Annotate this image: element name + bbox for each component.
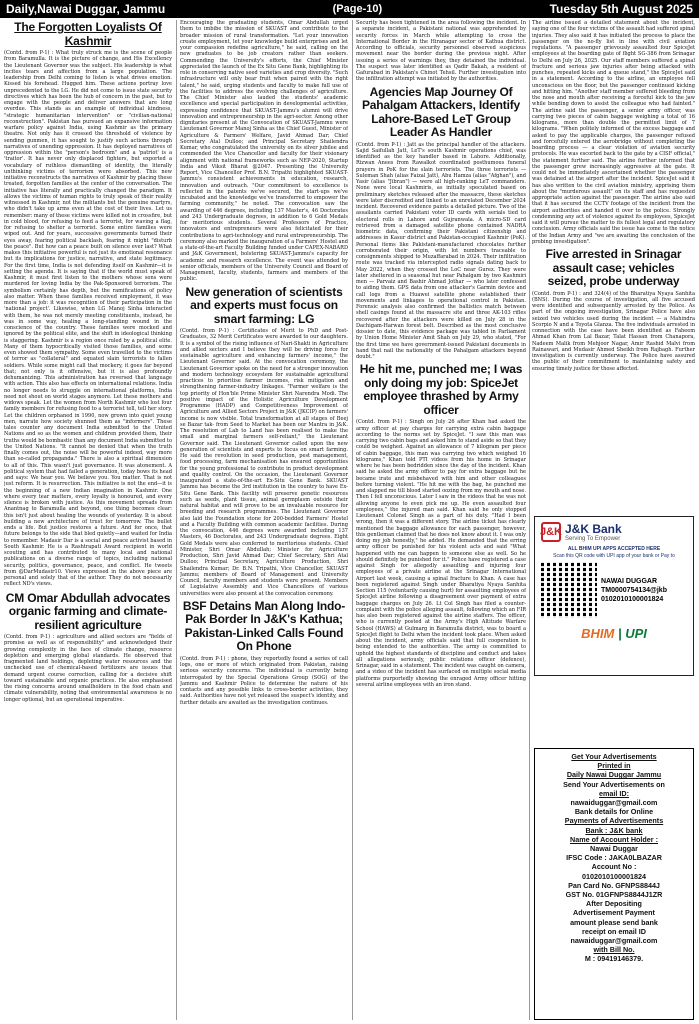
article-body: (Contd. from P-1) : What truly struck me is the scene of people from Baramulla. It is the picture of change, and His Excellency the Lieutenant Governor was the subject. His leadership is what incites tears and affection from a large population. The leadership from Delhi coming to listen is what drives emotion. Kissed his forehead. Hugged him. These actions portray love unprecedented to the LG. He did not come to issue state security directives which has been the hub of concern in the past, but to engage with the people and deliver answers that are long overdue. This stands as an example of individual kindness, "strategic humanitarian intervention" or "civilian-national reconstruction". Pakistan has pursued an expansive information warfare policy against India, using Kashmir as the primary theatre. Not only has it crossed the threshold of violence by sending gunmen, it has sought to justify such actions through narratives of unending oppression. It has deployed narratives of oppression within the "person's bedroom" and a 'patriot' is a 'traitor'. It has never only displaced fighters, but exported a vocabulary of ruthless dismantling of identity, the literally unthinking victims of terrorism were absorbed. This new initiative reconstructs the narratives of Kashmir by placing these treated, forgotten families at the center of the conversation. The initiative has literally and practically changed the paradigm. It allows the victims of human rights to truly speak of their reality witnessed in Kashmir, not the militants but the genuine martyrs, who didn't take up arms even at the cost of their lives. Let us remember: many of these victims were killed not in crossfire, but in cold blood, for refusing to feed a terrorist, for waving a flag, for refusing to shelter a terrorist. Some entire families were wiped out. And for years, successive governments turned their eyes away, fearing political backlash, fearing it might "disturb the peace". But how can a peace built on silence ever last? What makes this initiative powerful is not just its emotional resonance but its implications for justice, narrative, and state legitimacy. For the first time, India is not defending itself on Kashmir—it is setting the agenda. It is saying that if the world must speak of Kashmir, it must first listen to the mothers whose sons were murdered for loving India by the Pak-Sponsored terrorism. The symbolism certainly has depth, but the ramifications of policy also matter. When these families received employment, it was more than a job: it was recognition of their participation in the 'national project'. Likewise, when LG Manoj Sinha interacted with them, he was not merely meeting constituents, instead, he was in some way, healing a long-standing wound in the conscience of the country. These families were mocked and ignored by the political elite, and the shift in ideological thinking is staggering. Kashmir is a region once ruled by a political elite. Many of them hypocritically visited those families, and some even showed them sympathy. Some even travelled to the victims of terror as "collateral" and equated slain terrorists to fallen soldiers. While some might call that mockery, it goes far beyond that; not only is it offensive, but it is also profoundly dehumanizing. This administration has reversed that language with action. This also has effects on international relations. India no longer needs to struggle on international platforms, India need not shout on world stages anymore. Let these mothers and widows speak. Let the women from North Kashmir who lost four family members for refusing food to a terrorist tell, tell her story. Let the children orphaned in 1990, now grown into quiet young men, narrate how society shunned them as "informers". These tales counter any document India submitted to the United Nations and so as the women and children provided them, their truths would be bombastic than any document India submitted to the United Nations. "It cannot be denied that when the truth finally comes out, the noise will be powerful indeed, way more than so-called propaganda." There is also a spiritual dimension to all of this. This wasn't just governance. It was atonement. A political system that had failed a generation, today bows its head and says: We hear you. We believe you. You matter. That is not just reform. It is resurrection. This initiative is not the end—it is the beginning of a new Indian imagination in Kashmir. One where every tear matters, every loyalty is honoured, and every silence is broken with justice. As this movement spreads from Anantnag to Baramulla and beyond, one thing becomes clear: this isn't just about healing the wounds of yesterday. It is about building a new architecture of trust for tomorrow. The bullet ends a life. But justice restores a future. And for once, that future belongs to the side that bled quietly—and waited for India to remember. Madasir Dar is a social and peace activist based in South Kashmir. He is a Rashtrapati Award recipient in world scouting and has contributed to many local and national publications on a diverse range of topics, including national security, politics, governance, peace, and conflict. He tweets from @DarMudasir10. Views expressed in the above piece are personal and solely that of the author. They do not necessarily reflect ND's views.	[4, 50, 172, 588]
ad-info-line: M : 09419146379.	[584, 954, 644, 964]
ad-info-line: nawaiduggar@gmail.com	[570, 798, 658, 808]
ad-info-line: GST No. 01GFNPS8844J1ZR	[565, 890, 663, 900]
article-body: (Contd. from P-1) : agriculture and allied sectors are "fields of promise as well as of responsibility" and acknowledged their growing complexity in the face of climate change, resource depletion and emerging global standards. He observed that fragmented land holdings, depleting water resources and the unchecked use of chemical-based fertilizers are issues that demand urgent course correction, calling for a decisive shift toward sustainable and organic practices. He also emphasised the rising concerns around smallholders in the food chain and climate vulnerability, noting that environmental awareness is no longer optional, but an operational imperative.	[4, 634, 172, 703]
scan-instruction: Scan this QR code with UPI app of your bank or Pay to	[553, 553, 675, 559]
ad-info-line: Get Your Advertisements	[571, 752, 657, 761]
ad-info-line: Bank details for Online	[574, 807, 654, 817]
ad-info-line: Printed in	[597, 761, 631, 771]
ad-info-line: Nawai Duggar	[590, 844, 638, 854]
headline-forgotten-loyalists[interactable]: The Forgotten Loyalists Of Kashmir	[14, 20, 162, 48]
headline-smart-farming-lg[interactable]: New generation of scientists and experts must focus on smart farming: LG	[185, 284, 343, 326]
ad-info-line: nawaiduggar@gmail.com	[570, 936, 658, 946]
qr-code-icon[interactable]	[541, 562, 597, 618]
headline-five-arrested[interactable]: Five arrested in Srinagar assault case; vehicles seized, probe underway	[545, 247, 682, 288]
bank-name: J&K Bank Serving To Empower	[565, 522, 622, 542]
bhim-upi-logo: BHIM | UPI	[581, 626, 647, 641]
ad-info-line: Account No :	[591, 862, 637, 872]
column-4	[532, 20, 695, 510]
ad-info-line: email ID:	[599, 788, 629, 798]
payee-name: NAWAI DUGGAR	[601, 577, 657, 585]
article-body: (Contd. from P-1) : Jatt as the principal handler of the attackers. Sajid Saifullah Jatt, LeT's south Kashmir operations chief, was identified as the key handler based in Lahore. Additionally, Rizwan Anees from Rawalkot coordinated posthumous funeral prayers in PoK for the slain terrorists. The three terrorists — Suleman Shah (alias Faizal Jatt), Abu Hamza (alias "Afghan"), and Yasir (alias "Jibran") — were all high-ranking LeT commanders. None were local Kashmiris, as initially speculated based on preliminary sketches released after the massacre, these sketches were later discredited and linked to an unrelated December 2024 incident. Recovered evidence paints a detailed picture. Two of the assailants carried Pakistani voter ID cards with serials tied to electoral rolls in Lahore and Gujranwala. A micro-SD card retrieved from a damaged satellite phone contained NADRA biometric data, confirming their Pakistani citizenship and addresses in Kasur district and Pakistan-occupied Kashmir (PoK). Personal items like Pakistani-manufactured chocolates further corroborated their origin, with lot numbers traceable to consignments shipped to Muzaffarabad in 2024. Their infiltration route was tracked via intercepted radio signals dating back to May 2022, when they crossed the LoC near Gurez. They were later sheltered in a seasonal hut near Pahalgam by two Kashmiri men — Parvaiz and Bashir Ahmad Jothar — who later confessed to aiding them. GPS data from one attacker's Garmin device and call logs from a Huawei satellite phone established their movements and linkages to operational control in Pakistan. Forensic analysis also confirmed the ballistics match between shell casings found at the massacre site and three AK-103 rifles recovered after the attackers were killed on July 28 in the Dachigam-Harwan forest belt. Described as the most conclusive dossier to date, this evidence package was tabled in Parliament by Union Home Minister Amit Shah on July 29, who stated, "For the first time we have government-issued Pakistani documents in hand that nail the nationality of the Pahalgam attackers beyond doubt."	[356, 141, 526, 360]
headline-bsf-detains[interactable]: BSF Detains Man Along Indo-Pak Border In J&K's Kathua; Pakistan-Linked Calls Found On Phone	[182, 598, 346, 654]
ad-info-line: Advertisement Payment	[573, 908, 655, 918]
headline-spicejet-employee[interactable]: He hit me, punched me; I was only doing my job: SpiceJet employee thrashed by Army officer	[359, 362, 523, 417]
ad-info-line: receipt on email ID	[582, 926, 646, 936]
article-body: The airline issued a detailed statement about the incident, saying one of the four victims of the assault had suffered spinal injuries. They also said it has initiated the process to place the passenger on the no-fly list in line with civil aviation regulations. "A passenger grievously assaulted four SpiceJet employees at the boarding gate of flight SG-386 from Srinagar to Delhi on July 26, 2025. Our staff members suffered a spinal fracture and serious jaw injuries after being attacked with punches, repeated kicks and a queue stand," the SpiceJet said in a statement. According to the airline, an employee fell unconscious on the floor, but the passenger continued kicking and hitting him. "Another staff member suffered bleeding from the nose and mouth after receiving a forceful kick to the jaw while bending down to assist the colleague who had fainted." The airline said the passenger, a senior army officer, was carrying two pieces of cabin baggage weighing a total of 16 kilograms, more than double the permitted limit of 7 kilograms. "When politely informed of the excess baggage and asked to pay the applicable charges, the passenger refused and forcefully entered the aerobridge without completing the boarding process — a clear violation of aviation security protocols. He was escorted back to the gate by a CISF official," the statement further said. The airline further informed that the passenger grew increasingly aggressive at the gate. It could not be immediately ascertained whether the passenger was detained at the airport after the incident. SpiceJet said it has also written to the civil aviation ministry, apprising them about the "murderous assault" on its staff and has requested appropriate action against the passenger. The airline also said that it has secured the CCTV footage of the incident from the airport authorities and handed it over to the police. Strongly condemning any act of violence against its employees, SpiceJet said it will pursue the matter to its fullest legal and regulatory conclusion. Army officials said the issue has come to the notice of the Indian Army and "we are awaiting the conclusion of the probing investigation".	[532, 20, 695, 245]
paper-name: Daily,Nawai Duggar, Jammu	[6, 1, 166, 16]
ad-info-line: Daily Nawai Duggar Jammu	[566, 770, 662, 780]
advertisement-info-box	[534, 748, 694, 1020]
ad-info-line: amount please send bank	[570, 917, 658, 927]
column-1	[4, 20, 172, 1020]
column-2	[180, 20, 348, 1020]
ad-info-line: Name of Account Holder :	[570, 834, 658, 844]
column-divider	[529, 20, 530, 1020]
article-body: (Contd. from P-1) : Certificates of Merit to PhD and Post-Graduates, 32 Merit Certificates were awarded to our daughters. It is a symbol of the rising influence of Nari-Shakti in Agriculture and allied sectors and I believe they will be driving force for sustainable agriculture and enhancing farmers' income," the Lieutenant Governor said. At the convocation ceremony, the Lieutenant Governor spoke on the need for a stronger innovation and modern technology ecosystem for sustainable agricultural practices to prioritise farmer incomes, risk mitigation and strengthening farmer-industry linkages. "Farmer welfare is the top priority of Hon'ble Prime Minister Shri Narendra Modi. The positive impact of the Holistic Agriculture Development Programme (HADP) and Competitiveness Improvement of Agriculture and Allied Sectors Project in J&K (JKCIP) on farmers' income is now visible. Total transformation at all stages of Beej se Bazar tak- from Seed to Market has been our Mantra in J&K. The resolution of Lab to Land has been realised to make the small and marginal farmers self-reliant," the Lieutenant Governor said. The Lieutenant Governor called upon the new generation of scientists and experts to focus on smart farming. He said the revolution in seed production, pest management, food processing, farm mechanisation has ensured opportunities for the young professional to contribute in product development and quality control. On the occasion, the Lieutenant Governor inaugurated a state-of-the-art Ex-Situ Gene Bank. SKUAST Jammu has become the 3rd institution in the country to have Ex-Situ Gene Bank. This facility will preserve genetic resources such as seeds, plant tissue, animal germplasm outside their natural habitat and will prove to be an invaluable resource for breeding and research programmes. The Lieutenant Governor also laid the Foundation stone for 200-bedded Farmers' Hostel and a Faculty Building with common academic facilities. During the convocation, 446 degrees were awarded including 137 Masters, 46 Doctorates, and 243 Undergraduate degrees. Eight Gold Medals were also conferred to meritorious students. Chief Minister, Shri Omar Abdullah; Minister for Agriculture Production, Shri Javid Ahmad Dar; Chief Secretary, Shri Atal Dulloo; Principal Secretary, Agriculture Production, Shri Shailendra Kumar; Dr. B.N. Tripathi, Vice Chancellor, SKUAST Jammu; members of Board of Management and University Council, faculty members and students were present. Members of Legislative Assembly and Vice Chancellors of various universities were also present at the convocation ceremony.	[180, 328, 348, 597]
column-3	[356, 20, 526, 1020]
headline-pahalgam-attackers[interactable]: Agencies Map Journey Of Pahalgam Attackers, Identify Lahore-Based LeT Group Leader As Handler	[361, 84, 520, 139]
article-body: Encouraging the graduating students, Omar Abdullah urged them to imbibe the mission of SKUAST and contribute to the broader mission of rural transformation. "Let your innovation create employment, let your knowledge build enterprises and let your compassion redefine agriculture," he said, calling on the new graduates to be job creators rather than seekers. Commending the University's efforts, the Chief Minister appreciated the launch of the Ex Situ Gene Bank, highlighting its role in conserving native seed varieties and crop diversity. "Such infrastructure will only bear fruit when paired with the right talent," he said, urging students and faculty to make full use of the facilities to address the evolving challenges of agriculture. The Chief Minister also lauded the students' academic excellence and special participation in developmental activities, expressing confidence that SKUAST-Jammu's alumni will drive innovation and entrepreneurship in the agri-sector. Among other dignitaries present at the Convocation of SKUAST-Jammu were Lieutenant Governor Manoj Sinha as the Chief Guest, Minister of Agriculture & Farmers' Welfare, Javid Ahmad Dar; Chief Secretary Atal Dulloo; and Principal Secretary Shailendra Kumar, who congratulated the university on its silver jubilee and commended the Vice Chancellor and faculty for their visionary alignment with national frameworks such as NEP-2020, Startup India and Viksit Bharat @2047. Presenting the University Report, Vice Chancellor Prof. B.N. Tripathi highlighted SKUAST-Jammu's consistent achievements in education, research, innovation and outreach. "Our commitment to excellence is reflected in the patents we've secured, the start-ups we've incubated and the knowledge we've transferred to empower the farming community," he noted. The convocation saw the awarding of 446 degrees, including 137 Master's, 46 Doctorates and 243 Undergraduate degrees, in addition to 6 Gold Medals for meritorious students. Several Professors of Practice, innovators and entrepreneurs were also felicitated for their contributions to agri-technology and rural entrepreneurship. The ceremony also marked the inauguration of a Farmers' Hostel and a state-of-the-art Faculty Building funded under CAPEX-NABARD and J&K Government, bolstering SKUAST-Jammu's capacity for academic and research excellence. The event was attended by senior officials, members of the University Council and Board of Management, faculty, students, farmers and members of the public.	[180, 20, 348, 283]
article-body: (Contd. from P-1) : phone, they reportedly found a series of call logs, one or more of which originated from Pakistan, raising serious security concerns. The individual is currently being interrogated by the Special Operations Group (SOG) of the Jammu and Kashmir Police to determine the nature of his contacts and any possible links to cross-border activities, they said. Authorities have not yet released the suspect's identity, and further details are awaited as the investigation continues.	[180, 655, 348, 706]
ad-info-line: Payments of Advertisements	[564, 816, 664, 826]
ad-info-line: with Bill No.	[593, 945, 635, 955]
article-body: (Contd. from P-1) : and 324(4) of the Bharatiya Nyaya Sanhita (BNS). During the course of investigation, all five accused were identified and subsequently arrested by the Police. As part of the ongoing investigation, Srinagar Police have also seized two vehicles used during the incident — a Mahindra Scorpio N and a Toyota Glanza. The five individuals arrested in connection with the case have been identified as Faheem Ahmad Khan from Lal Bazar, Talat Hassan from Chanapora, Nadeem Malik from Mehjoor Nagar, Amir Rashid Malvi from Rainawari, and Mudasir Ahmed Sheikh from Rajbagh. Further investigation is currently underway. The Police have assured the public of their commitment to maintaining safety and ensuring timely justice for those affected.	[532, 290, 695, 372]
column-divider	[176, 20, 177, 1020]
issue-date: Tuesday 5th August 2025	[549, 1, 693, 16]
jk-bank-upi-advertisement[interactable]	[534, 516, 694, 676]
page-number: (Page-10)	[332, 2, 383, 15]
account-number: 0102010100001824	[601, 595, 664, 603]
ad-info-line: After Depositing	[586, 899, 642, 909]
ad-info-line: Send Your Advertisements on	[563, 779, 665, 789]
column-divider	[352, 20, 353, 1020]
header-rule	[0, 17, 699, 18]
upi-accepted-line: ALL BHIM UPI APPS ACCEPTED HERE	[567, 546, 661, 552]
jk-bank-logo-icon: J&K	[541, 522, 561, 542]
ad-info-line: Bank : J&K bank	[585, 825, 643, 835]
masthead-bar	[0, 0, 699, 17]
ad-info-line: Pan Card No. GFNPS8844J	[568, 880, 660, 890]
upi-id: TM0000754134@jkb	[601, 586, 667, 594]
article-body: (Contd. from P-1) : Singh on July 26 after Khan had asked the army officer at pay charges for carrying extra cabin baggage according to the norms set by SpiceJet. "I saw this man was carrying two cabin bags and asked him to stand aside so that they could be weighed. Against an allowance of 7 kilogram per piece of cabin baggage, this man was carrying two which weighed 16 kilograms," Khan told PTI videos from his home in Srinagar where he has been bedridden since the day of the incident. Khan said he asked the army officer to pay for extra baggage but he became irate and misbehaved with him and other colleagues before turning violent. "He hit me with the bag, he punched me and slapped me till blood started oozing from my mouth and nose. Then I fell unconscious. Later I saw in the videos that he was not allowing anyone to even pick me up. He even assaulted four employees," the injured man said. Khan said he only stopped Lieutenant Colonel Singh as a part of his duty. "Had I been wrong, then it was a different story. The airline ticket has clearly mentioned the baggage allowance for each passenger, however, this gentleman claimed that he does not know about it. I was only doing my job honestly," he added. He demanded that the erring army officer be punished for his violent acts and said "What happened with me can happen to someone else as well. So he should definitely be punished for it." Police have registered a case against Singh for allegedly assaulting and injuring four employees of a private airline at the Srinagar International Airport last week, causing a spinal fracture to Khan. A case has been registered against Singh under Bharatiya Nyaya Sanhita Section 115 (voluntarily causing hurt) for assaulting employees of SpiceJet airline following a disagreement over payment of extra baggage charges on July 26. Lt Col Singh has filed a counter-complaint with the police alleging assault, following which an FIR has also been registered against the airline staffers. The officer, who is currently posted at the Army's High Altitude Warfare School (HAWS) at Gulmarg in Baramulla district, was to board a SpiceJet flight to Delhi when the incident took place. When asked about the incident, army officials said that full cooperation is being extended to the authorities. The army is committed to uphold the highest standards of discipline and conduct and takes all allegations seriously, public relations officer (defence), Srinagar, said in a statement. The incident was caught on camera, and a video of the incident has surfaced on multiple social media platforms purportedly showing the enraged Army officer hitting several airline employees with an iron stand.	[356, 419, 526, 688]
ad-info-line: IFSC Code : JAKA0LBAZAR	[566, 853, 662, 863]
article-body: Security has been tightened in the area following the incident. In a separate incident, a Pakistani national was apprehended by security forces in March while attempting to cross the International Border in the Hiranagar sector of Kathua district. According to officials, security personnel observed suspicious movement near the border during the previous night. After issuing a series of warnings they, they detained the individual. The suspect was later identified as Qadir Bakah, a resident of Gafurabad in Pakistan's Chinot Tehsil. Further investigation into the infiltration attempt was initiated by the authorities.	[356, 20, 526, 83]
ad-info-line: 0102010100001824	[582, 871, 646, 881]
headline-cm-organic-farming[interactable]: CM Omar Abdullah advocates organic farming and climate-resilient agriculture	[5, 590, 171, 632]
